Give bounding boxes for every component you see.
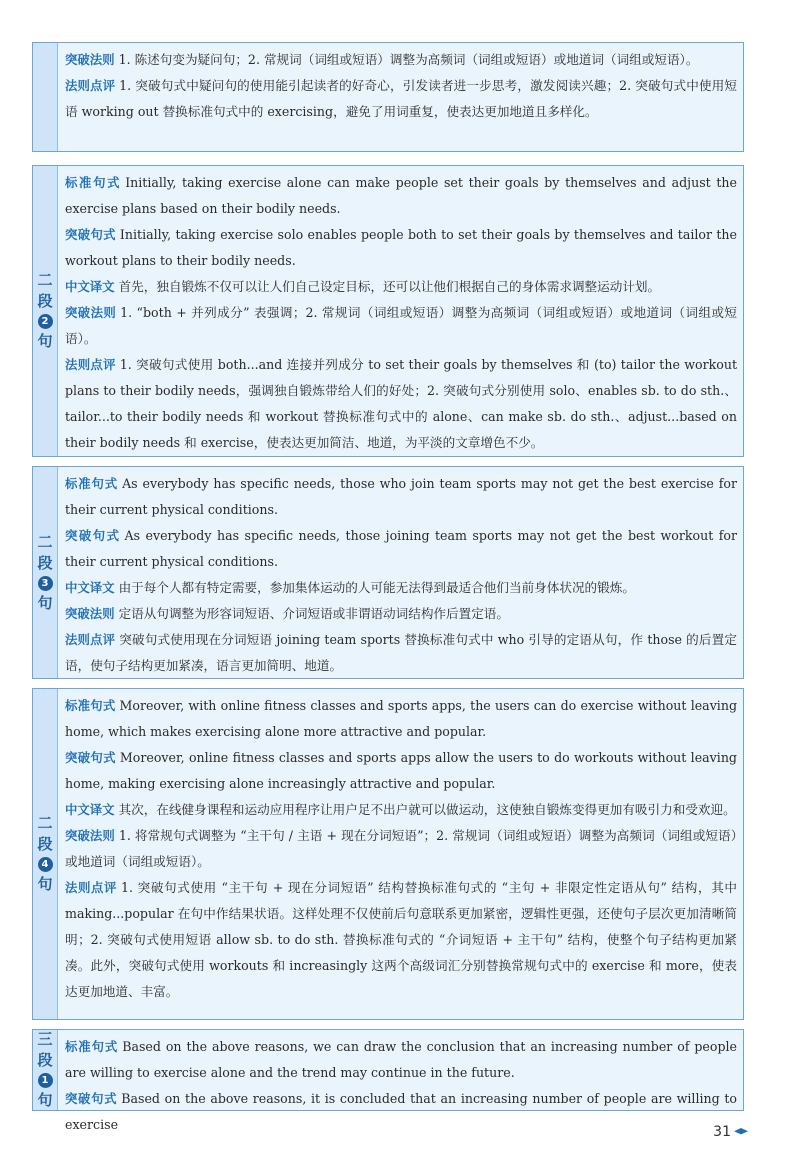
rules-line bbox=[65, 47, 737, 73]
standard-line bbox=[65, 1034, 737, 1086]
side-char: 三 bbox=[37, 1030, 53, 1048]
standard-label: 标准句式 bbox=[65, 476, 119, 491]
rules-text: 1. 陈述句变为疑问句；2. 常规词（词组或短语）调整为高频词（词组或短语）或地道词（词组或短语）。 bbox=[118, 52, 699, 67]
block-content bbox=[65, 689, 743, 1007]
side-number-badge: 3 bbox=[38, 576, 53, 591]
block-paragraph2-sentence3 bbox=[32, 466, 744, 679]
review-label: 法则点评 bbox=[65, 880, 118, 895]
standard-text: Initially, taking exercise alone can make people set their goals by themselves and adjust the exercise plans based on their bodily needs. bbox=[65, 175, 737, 216]
standard-text: As everybody has specific needs, those who join team sports may not get the best exercise for their current physical conditions. bbox=[65, 476, 738, 517]
side-char: 段 bbox=[37, 1051, 53, 1069]
side-char: 句 bbox=[37, 332, 53, 350]
block-content bbox=[65, 467, 743, 681]
translation-line bbox=[65, 797, 737, 823]
breakthrough-text: Based on the above reasons, it is concluded that an increasing number of people are willing to exercise bbox=[65, 1091, 737, 1132]
block-content bbox=[65, 166, 743, 458]
translation-text: 首先，独自锻炼不仅可以让人们自己设定目标，还可以让他们根据自己的身体需求调整运动计划。 bbox=[118, 279, 661, 294]
standard-label: 标准句式 bbox=[65, 698, 116, 713]
side-label bbox=[33, 689, 58, 1019]
side-label bbox=[33, 1030, 58, 1110]
standard-line bbox=[65, 170, 737, 222]
side-char: 二 bbox=[37, 271, 53, 289]
breakthrough-text: As everybody has specific needs, those joining team sports may not get the best workout for their current physical conditions. bbox=[65, 528, 738, 569]
side-char: 段 bbox=[37, 553, 53, 572]
graduation-cap-icon bbox=[734, 1128, 748, 1136]
side-char: 段 bbox=[37, 292, 53, 310]
review-line bbox=[65, 352, 737, 456]
page-number bbox=[713, 1124, 748, 1140]
side-char: 句 bbox=[37, 593, 53, 612]
block-paragraph2-sentence4 bbox=[32, 688, 744, 1020]
rules-line bbox=[65, 300, 737, 352]
breakthrough-line bbox=[65, 222, 737, 274]
review-label: 法则点评 bbox=[65, 357, 116, 372]
review-line bbox=[65, 875, 737, 1005]
side-char: 段 bbox=[37, 835, 53, 853]
breakthrough-line bbox=[65, 745, 737, 797]
review-label: 法则点评 bbox=[65, 78, 116, 93]
standard-text: Moreover, with online fitness classes and sports apps, the users can do exercise without leaving home, which makes exercising alone more attractive and popular. bbox=[65, 698, 738, 739]
standard-label: 标准句式 bbox=[65, 175, 122, 190]
rules-label: 突破法则 bbox=[65, 606, 115, 621]
block-content bbox=[65, 1030, 743, 1140]
side-number-badge: 4 bbox=[38, 857, 53, 872]
breakthrough-label: 突破句式 bbox=[65, 528, 121, 543]
rules-label: 突破法则 bbox=[65, 828, 115, 843]
breakthrough-text: Initially, taking exercise solo enables people both to set their goals by themselves and tailor the workout plans to their bodily needs. bbox=[65, 227, 737, 268]
side-char: 句 bbox=[37, 875, 53, 893]
translation-line bbox=[65, 575, 737, 601]
review-text: 1. 突破句式使用 both...and 连接并列成分 to set their goals by themselves 和 (to) tailor the workout plans to their bodily needs，强调独自锻炼带给人们的好处；2. 突破句式分别使用 solo、enables sb. to do sth.、tailor...to their bodily needs 和 workout 替换标准句式中的 alone、can make sb. do sth.、adjust...based on their bodily needs 和 exercise，使表达更加简洁、地道，为平淡的文章增色不少。 bbox=[65, 357, 737, 450]
side-label bbox=[33, 467, 58, 678]
breakthrough-text: Moreover, online fitness classes and sports apps allow the users to do workouts without leaving home, making exercising alone increasingly attractive and popular. bbox=[65, 750, 737, 791]
standard-text: Based on the above reasons, we can draw the conclusion that an increasing number of people are willing to exercise alone and the trend may continue in the future. bbox=[65, 1039, 737, 1080]
standard-line bbox=[65, 693, 737, 745]
rules-line bbox=[65, 823, 737, 875]
rules-label: 突破法则 bbox=[65, 305, 117, 320]
translation-text: 由于每个人都有特定需要，参加集体运动的人可能无法得到最适合他们当前身体状况的锻炼。 bbox=[118, 580, 635, 595]
review-text: 突破句式使用现在分词短语 joining team sports 替换标准句式中 who 引导的定语从句，作 those 的后置定语，使句子结构更加紧凑，语言更加简明、地道。 bbox=[65, 632, 738, 673]
side-char: 二 bbox=[37, 532, 53, 551]
review-line bbox=[65, 627, 737, 679]
breakthrough-line bbox=[65, 523, 737, 575]
review-label: 法则点评 bbox=[65, 632, 116, 647]
breakthrough-label: 突破句式 bbox=[65, 750, 116, 765]
standard-label: 标准句式 bbox=[65, 1039, 119, 1054]
breakthrough-label: 突破句式 bbox=[65, 227, 116, 242]
review-text: 1. 突破句式中疑问句的使用能引起读者的好奇心，引发读者进一步思考，激发阅读兴趣；2. 突破句式中使用短语 working out 替换标准句式中的 exercising，避免了用词重复，使表达更加地道且多样化。 bbox=[65, 78, 738, 119]
side-char: 句 bbox=[37, 1091, 53, 1109]
block-paragraph1-continued bbox=[32, 42, 744, 152]
block-content bbox=[65, 43, 743, 127]
side-number-badge: 2 bbox=[38, 314, 53, 329]
review-line bbox=[65, 73, 737, 125]
translation-line bbox=[65, 274, 737, 300]
side-label bbox=[33, 166, 58, 456]
side-number-badge: 1 bbox=[38, 1073, 53, 1088]
translation-label: 中文译文 bbox=[65, 279, 115, 294]
breakthrough-label: 突破句式 bbox=[65, 1091, 118, 1106]
side-label bbox=[33, 43, 58, 151]
side-char: 二 bbox=[37, 814, 53, 832]
translation-label: 中文译文 bbox=[65, 802, 115, 817]
block-paragraph2-sentence2 bbox=[32, 165, 744, 457]
rules-text: 定语从句调整为形容词短语、介词短语或非谓语动词结构作后置定语。 bbox=[118, 606, 509, 621]
rules-text: 1. 将常规句式调整为 “主干句 / 主语 + 现在分词短语”；2. 常规词（词组或短语）调整为高频词（词组或短语）或地道词（词组或短语）。 bbox=[65, 828, 737, 869]
standard-line bbox=[65, 471, 737, 523]
translation-text: 其次，在线健身课程和运动应用程序让用户足不出户就可以做运动，这使独自锻炼变得更加有吸引力和受欢迎。 bbox=[118, 802, 736, 817]
page-number-text: 31 bbox=[713, 1124, 731, 1140]
breakthrough-line bbox=[65, 1086, 737, 1138]
rules-text: 1. “both + 并列成分” 表强调；2. 常规词（词组或短语）调整为高频词（词组或短语）或地道词（词组或短语）。 bbox=[65, 305, 738, 346]
review-text: 1. 突破句式使用 “主干句 + 现在分词短语” 结构替换标准句式的 “主句 + 非限定性定语从句” 结构，其中 making...popular 在句中作结果状语。这样处理不仅使前后句意联系更加紧密，逻辑性更强，还使句子层次更加清晰简明；2. 突破句式使用短语 allow sb. to do sth. 替换标准句式的 “介词短语 + 主干句” 结构，使整个句子结构更加紧凑。此外，突破句式使用 workouts 和 increasingly 这两个高级词汇分别替换常规句式中的 exercise 和 more，使表达更加地道、丰富。 bbox=[65, 880, 738, 999]
rules-line bbox=[65, 601, 737, 627]
rules-label: 突破法则 bbox=[65, 52, 115, 67]
translation-label: 中文译文 bbox=[65, 580, 115, 595]
